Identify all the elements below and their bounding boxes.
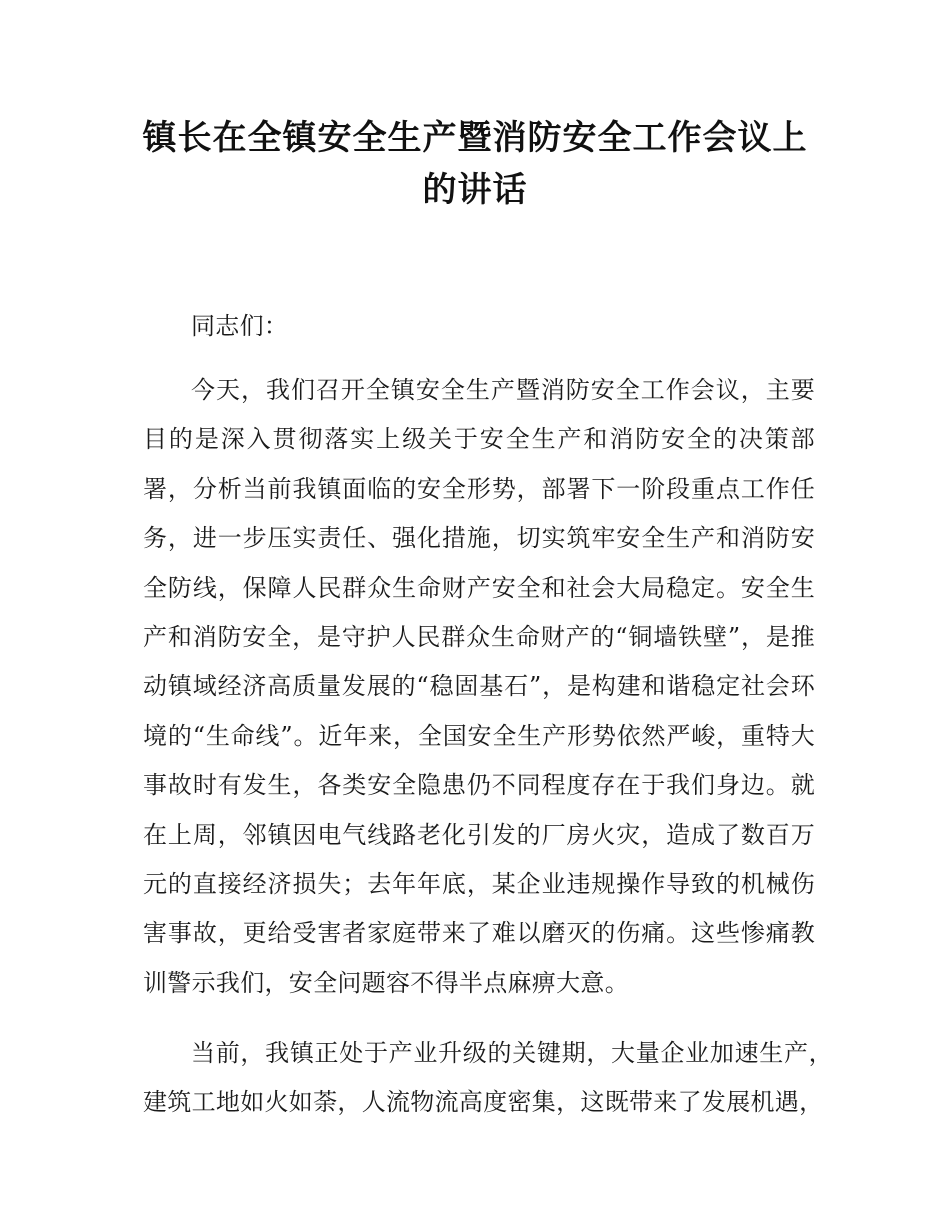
paragraph-2: 当前，我镇正处于产业升级的关键期，大量企业加速生产，建筑工地如火如荼，人流物流高度密集，这既带来了发展机遇， (143, 1039, 833, 1117)
document-title (140, 112, 810, 216)
salutation: 同志们： (191, 312, 289, 340)
title-line-2: 的讲话 (422, 170, 528, 210)
title-line-1: 镇长在全镇安全生产暨消防安全工作会议上 (142, 118, 808, 158)
paragraph-1: 今天，我们召开全镇安全生产暨消防安全工作会议，主要目的是深入贯彻落实上级关于安全生产和消防安全的决策部署，分析当前我镇面临的安全形势，部署下一阶段重点工作任务，进一步压实责任、强化措施，切实筑牢安全生产和消防安全防线，保障人民群众生命财产安全和社会大局稳定。安全生产和消防安全，是守护人民群众生命财产的“铜墙铁壁”，是推动镇域经济高质量发展的“稳固基石”，是构建和谐稳定社会环境的“生命线”。近年来，全国安全生产形势依然严峻，重特大事故时有发生，各类安全隐患仍不同程度存在于我们身边。就在上周，邻镇因电气线路老化引发的厂房火灾，造成了数百万元的直接经济损失；去年年底，某企业违规操作导致的机械伤害事故，更给受害者家庭带来了难以磨灭的伤痛。这些惨痛教训警示我们，安全问题容不得半点麻痹大意。 (143, 376, 815, 997)
